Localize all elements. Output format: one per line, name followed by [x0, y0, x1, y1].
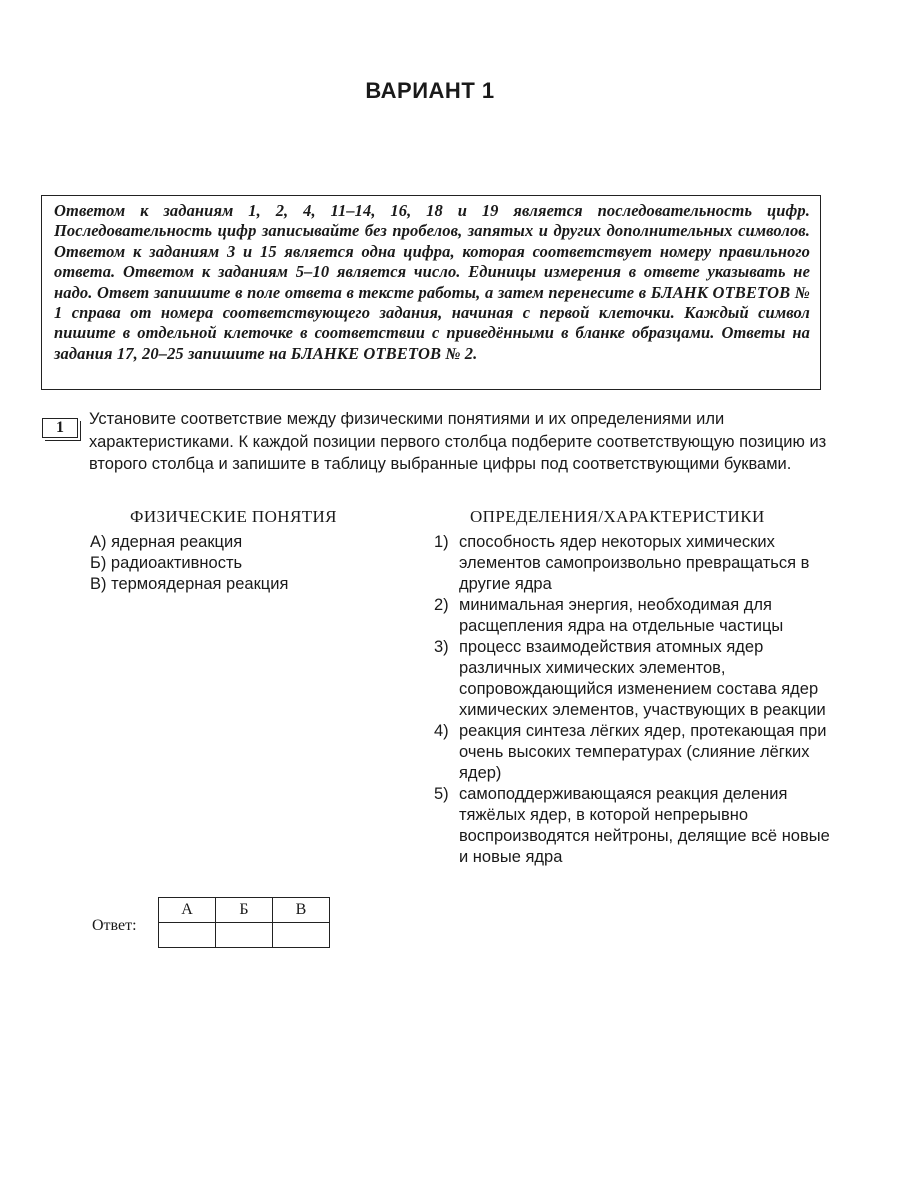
definition-item [434, 721, 834, 784]
definition-item [434, 532, 834, 595]
definition-number: 4) [434, 722, 449, 740]
definition-number: 2) [434, 596, 449, 614]
definition-text: реакция синтеза лёгких ядер, протекающая при очень высоких температурах (слияние лёгких ядер) [459, 722, 827, 782]
answer-column-header: А [159, 898, 216, 923]
instructions-box [41, 195, 821, 390]
answer-label: Ответ: [92, 917, 137, 934]
definitions-column [434, 506, 834, 868]
definition-number: 1) [434, 533, 449, 551]
definition-text: минимальная энергия, необходимая для расщепления ядра на отдельные частицы [459, 596, 784, 635]
answer-column-header: Б [216, 898, 273, 923]
answer-input-row [159, 923, 330, 948]
definition-item [434, 637, 834, 721]
page-title: ВАРИАНТ 1 [365, 78, 495, 103]
answer-column-header: В [273, 898, 330, 923]
definition-text: самоподдерживающаяся реакция деления тяжёлых ядер, в которой непрерывно воспроизводятся нейтроны, делящие всё новые и новые ядра [459, 785, 830, 866]
definition-number: 5) [434, 785, 449, 803]
definitions-header: ОПРЕДЕЛЕНИЯ/ХАРАКТЕРИСТИКИ [470, 507, 765, 526]
definition-item [434, 784, 834, 868]
definition-item [434, 595, 834, 637]
definition-text: способность ядер некоторых химических элементов самопроизвольно превращаться в другие ядра [459, 533, 810, 593]
answer-table [158, 897, 330, 948]
task-number-badge: 1 [42, 418, 78, 438]
task-text: Установите соответствие между физическими понятиями и их определениями или характеристиками. К каждой позиции первого столбца подберите соответствующую позицию из второго столбца и запишите в таблицу выбранные цифры под соответствующими буквами. [89, 410, 827, 473]
concept-item: А) ядерная реакция [90, 533, 243, 551]
definition-number: 3) [434, 638, 449, 656]
concepts-header: ФИЗИЧЕСКИЕ ПОНЯТИЯ [130, 507, 337, 526]
answer-cell-b[interactable] [216, 923, 273, 948]
concept-item: В) термоядерная реакция [90, 575, 289, 593]
definition-text: процесс взаимодействия атомных ядер различных химических элементов, сопровождающийся изменением состава ядер химических элементов, участвующих в реакции [459, 638, 826, 719]
answer-header-row [159, 898, 330, 923]
answer-cell-a[interactable] [159, 923, 216, 948]
concept-item: Б) радиоактивность [90, 554, 243, 572]
answer-cell-v[interactable] [273, 923, 330, 948]
concepts-column [90, 506, 400, 595]
instructions-text: Ответом к заданиям 1, 2, 4, 11–14, 16, 18 и 19 является последовательность цифр. Последовательность цифр записывайте без пробелов, запятых и других дополнительных символов. Ответом к заданиям 3 и 15 является одна цифра, которая соответствует номеру правильного ответа. Ответом к заданиям 5–10 является число. Единицы измерения в ответе указывать не надо. Ответ запишите в поле ответа в тексте работы, а затем перенесите в БЛАНК ОТВЕТОВ № 1 справа от номера соответствующего задания, начиная с первой клеточки. Каждый символ пишите в отдельной клеточке в соответствии с приведёнными в бланке образцами. Ответы на задания 17, 20–25 запишите на БЛАНКЕ ОТВЕТОВ № 2. [54, 201, 810, 363]
